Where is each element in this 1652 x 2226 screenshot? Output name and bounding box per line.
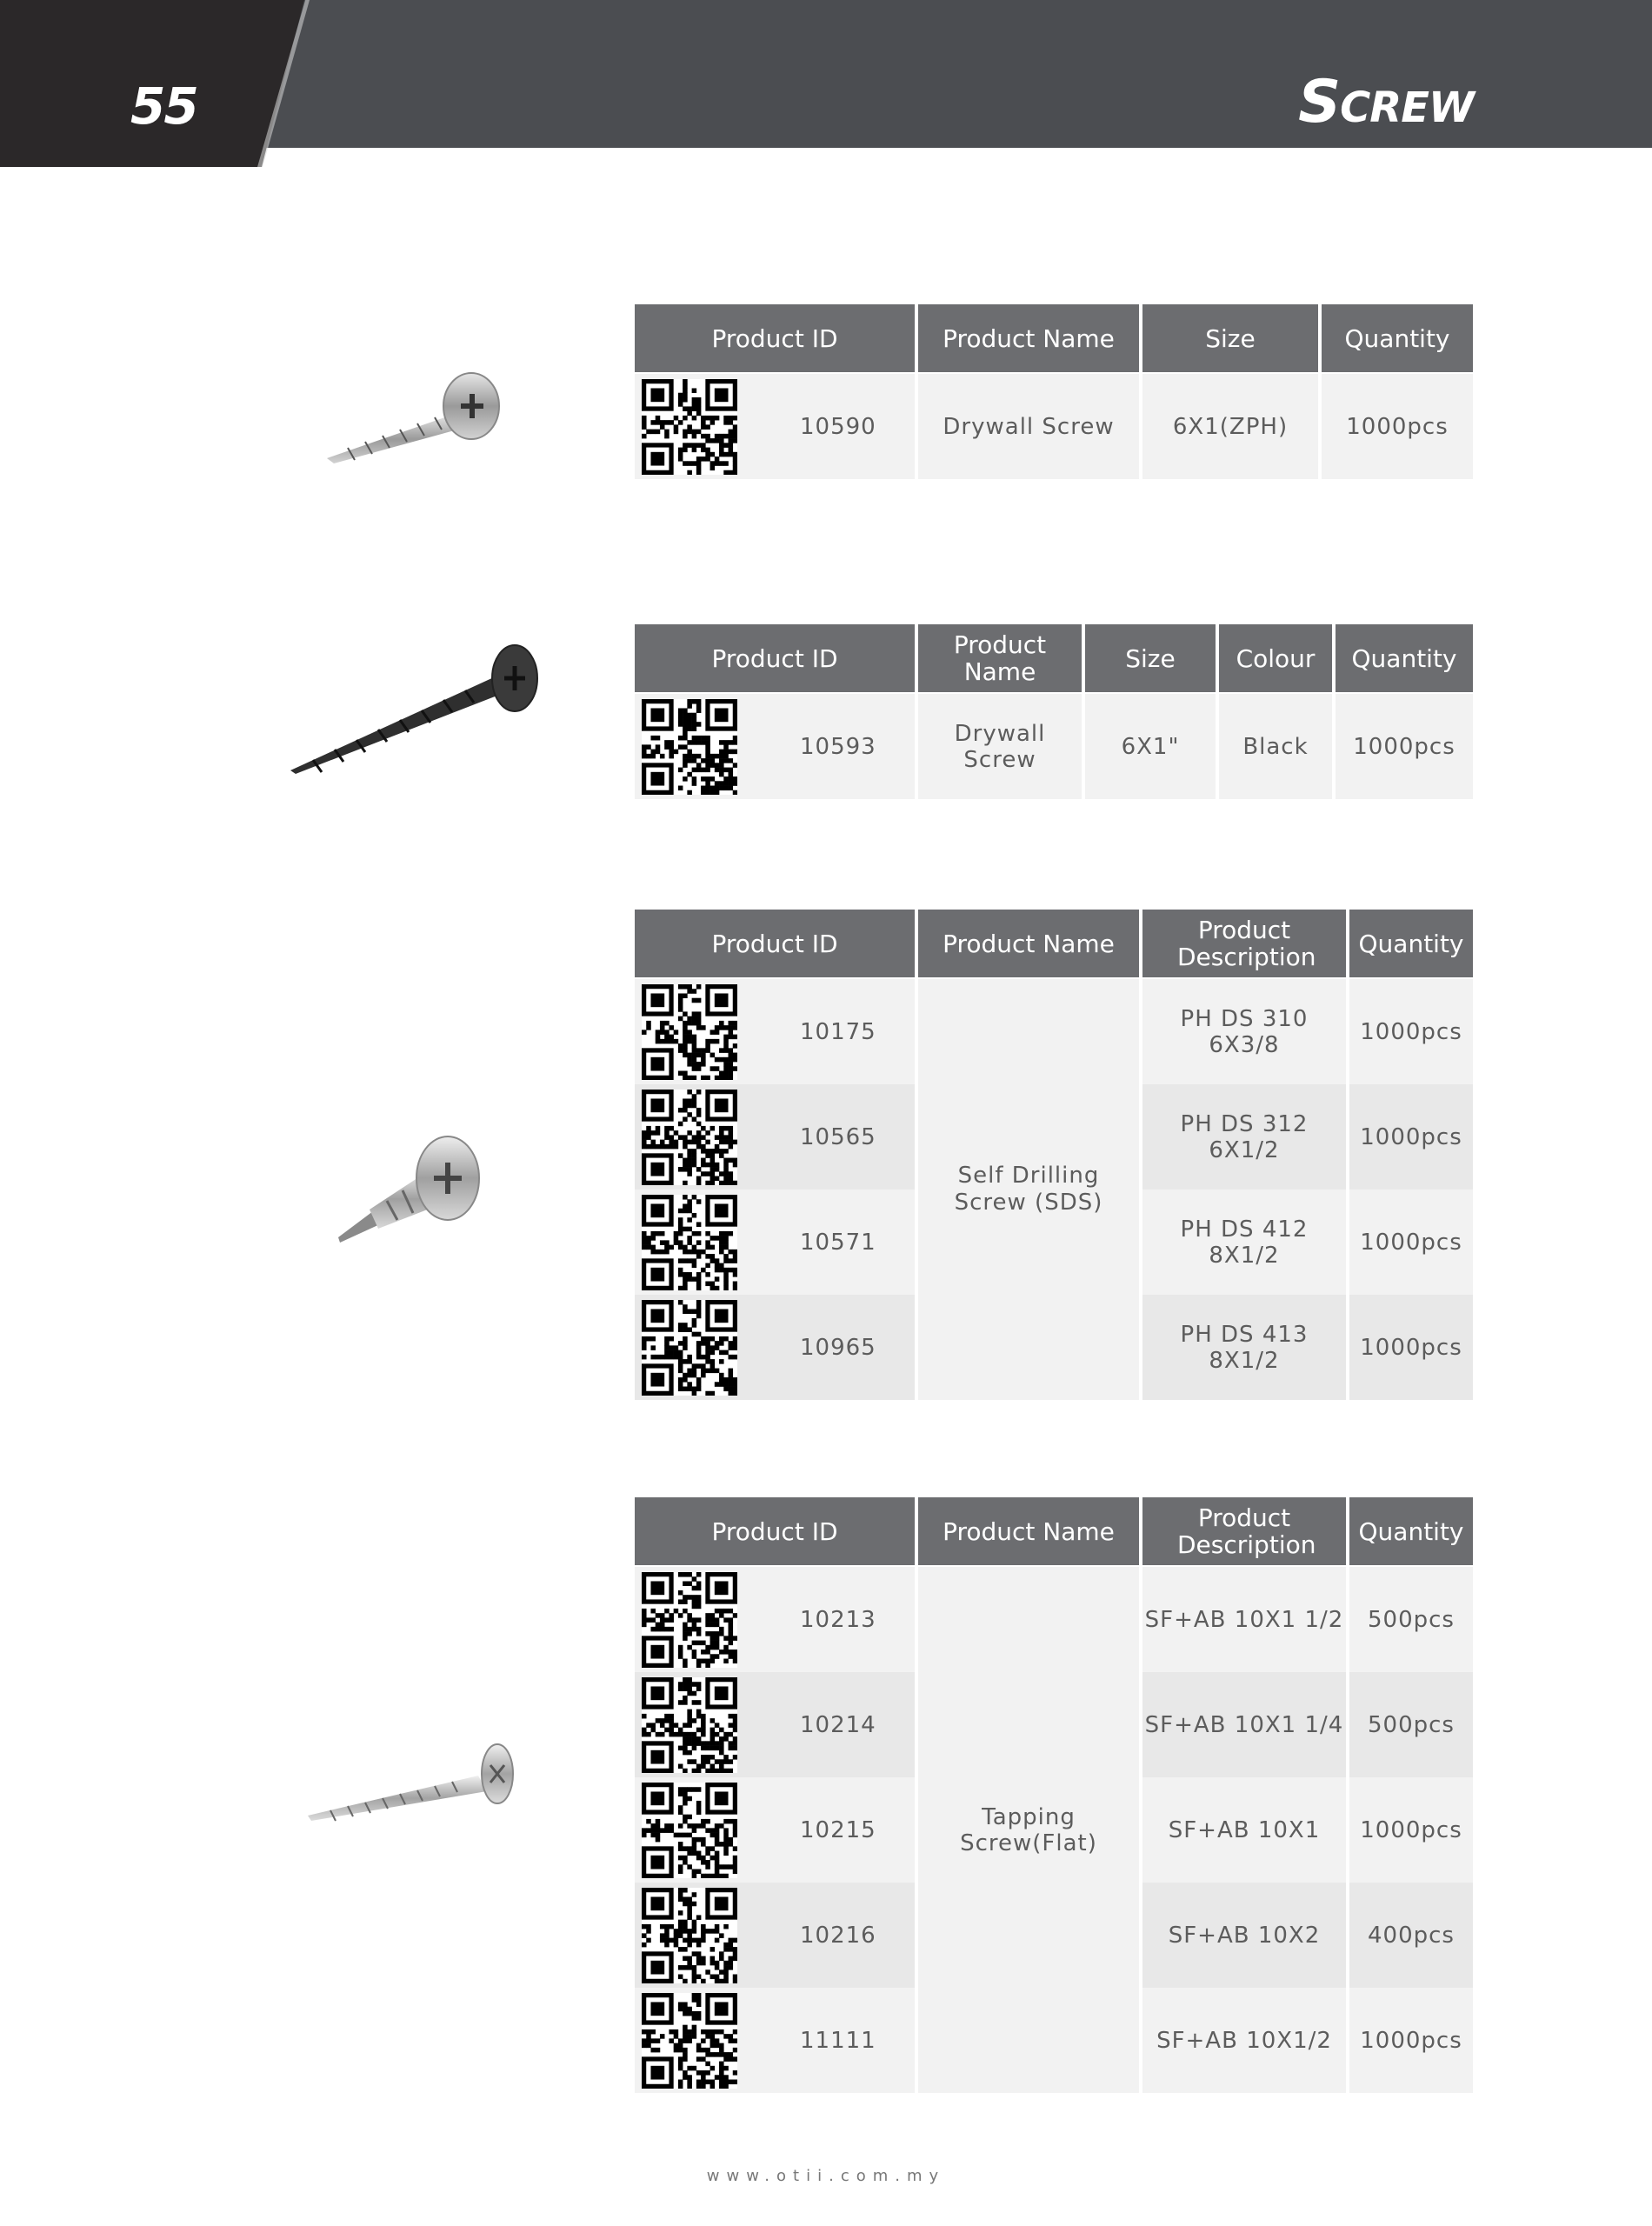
self-drilling-screw-image [335, 1126, 509, 1248]
qr-code-icon[interactable] [642, 1677, 737, 1773]
page-number: 55 [130, 77, 197, 136]
column-header: Product ID [635, 304, 915, 374]
product-quantity: 400pcs [1349, 1883, 1473, 1988]
product-quantity: 1000pcs [1349, 1084, 1473, 1190]
qr-code-icon[interactable] [642, 1888, 737, 1983]
product-colour: Black [1219, 694, 1332, 799]
section-title: Screw [1298, 68, 1474, 137]
product-size: 6X1(ZPH) [1142, 374, 1318, 479]
product-quantity: 1000pcs [1349, 1190, 1473, 1295]
product-id: 10175 [800, 1018, 876, 1045]
product-id: 10965 [800, 1334, 876, 1361]
product-id: 10590 [800, 413, 876, 440]
column-header: Product ID [635, 910, 915, 979]
product-id-cell [635, 374, 915, 479]
column-header: Size [1142, 304, 1318, 374]
column-header: Product Name [918, 624, 1082, 694]
product-quantity: 1000pcs [1349, 1988, 1473, 2093]
qr-code-icon[interactable] [642, 699, 737, 795]
product-description: SF+AB 10X1 1/4 [1142, 1672, 1346, 1777]
table-row [635, 1567, 1473, 1672]
product-table-self-drilling [631, 910, 1476, 1400]
product-description: SF+AB 10X2 [1142, 1883, 1346, 1988]
drywall-screw-black-image [287, 642, 548, 781]
qr-code-icon[interactable] [642, 1195, 737, 1290]
product-id-cell [635, 1567, 915, 1672]
product-id-cell [635, 1084, 915, 1190]
column-header: Product Name [918, 910, 1139, 979]
column-header: Product Description [1142, 1497, 1346, 1567]
column-header: Quantity [1322, 304, 1473, 374]
product-size: 6X1" [1085, 694, 1216, 799]
qr-code-icon[interactable] [642, 1300, 737, 1396]
product-description: PH DS 312 6X1/2 [1142, 1084, 1346, 1190]
product-id-cell [635, 1988, 915, 2093]
qr-code-icon[interactable] [642, 379, 737, 475]
qr-code-icon[interactable] [642, 1572, 737, 1668]
product-description: SF+AB 10X1 1/2 [1142, 1567, 1346, 1672]
column-header: Product ID [635, 1497, 915, 1567]
product-description: SF+AB 10X1/2 [1142, 1988, 1346, 2093]
tapping-screw-flat-image [304, 1730, 530, 1835]
product-id-cell [635, 1672, 915, 1777]
table-row [635, 374, 1473, 479]
column-header: Quantity [1336, 624, 1473, 694]
qr-code-icon[interactable] [642, 1090, 737, 1185]
product-name: Tapping Screw(Flat) [918, 1567, 1139, 2093]
table-row [635, 694, 1473, 799]
product-name: Drywall Screw [918, 374, 1139, 479]
product-id-cell [635, 694, 915, 799]
column-header: Product Name [918, 304, 1139, 374]
table-row [635, 979, 1473, 1084]
product-id-cell [635, 1190, 915, 1295]
product-id: 10213 [800, 1606, 876, 1633]
product-table-drywall-black [631, 624, 1476, 799]
product-table-tapping-flat [631, 1497, 1476, 2093]
product-quantity: 1000pcs [1349, 1777, 1473, 1883]
footer-website-url[interactable]: www.otii.com.my [706, 2167, 946, 2185]
product-description: PH DS 413 8X1/2 [1142, 1295, 1346, 1400]
qr-code-icon[interactable] [642, 1993, 737, 2089]
product-id: 10216 [800, 1922, 876, 1949]
product-id: 10215 [800, 1816, 876, 1843]
column-header: Product Description [1142, 910, 1346, 979]
product-id: 10593 [800, 733, 876, 760]
column-header: Quantity [1349, 1497, 1473, 1567]
product-id: 10214 [800, 1711, 876, 1738]
product-id: 10565 [800, 1123, 876, 1150]
product-id-cell [635, 1883, 915, 1988]
drywall-screw-zinc-image [322, 361, 513, 474]
product-table-drywall-zinc [631, 304, 1476, 479]
column-header: Product Name [918, 1497, 1139, 1567]
product-quantity: 500pcs [1349, 1672, 1473, 1777]
product-id: 11111 [800, 2027, 876, 2054]
product-quantity: 500pcs [1349, 1567, 1473, 1672]
product-name: Self Drilling Screw (SDS) [918, 979, 1139, 1400]
product-id-cell [635, 979, 915, 1084]
column-header: Quantity [1349, 910, 1473, 979]
product-id-cell [635, 1777, 915, 1883]
product-id: 10571 [800, 1229, 876, 1256]
product-quantity: 1000pcs [1349, 979, 1473, 1084]
column-header: Colour [1219, 624, 1332, 694]
product-description: PH DS 310 6X3/8 [1142, 979, 1346, 1084]
qr-code-icon[interactable] [642, 1783, 737, 1878]
product-quantity: 1000pcs [1322, 374, 1473, 479]
product-description: PH DS 412 8X1/2 [1142, 1190, 1346, 1295]
product-description: SF+AB 10X1 [1142, 1777, 1346, 1883]
column-header: Size [1085, 624, 1216, 694]
product-name: Drywall Screw [918, 694, 1082, 799]
qr-code-icon[interactable] [642, 984, 737, 1080]
product-quantity: 1000pcs [1336, 694, 1473, 799]
column-header: Product ID [635, 624, 915, 694]
product-quantity: 1000pcs [1349, 1295, 1473, 1400]
product-id-cell [635, 1295, 915, 1400]
